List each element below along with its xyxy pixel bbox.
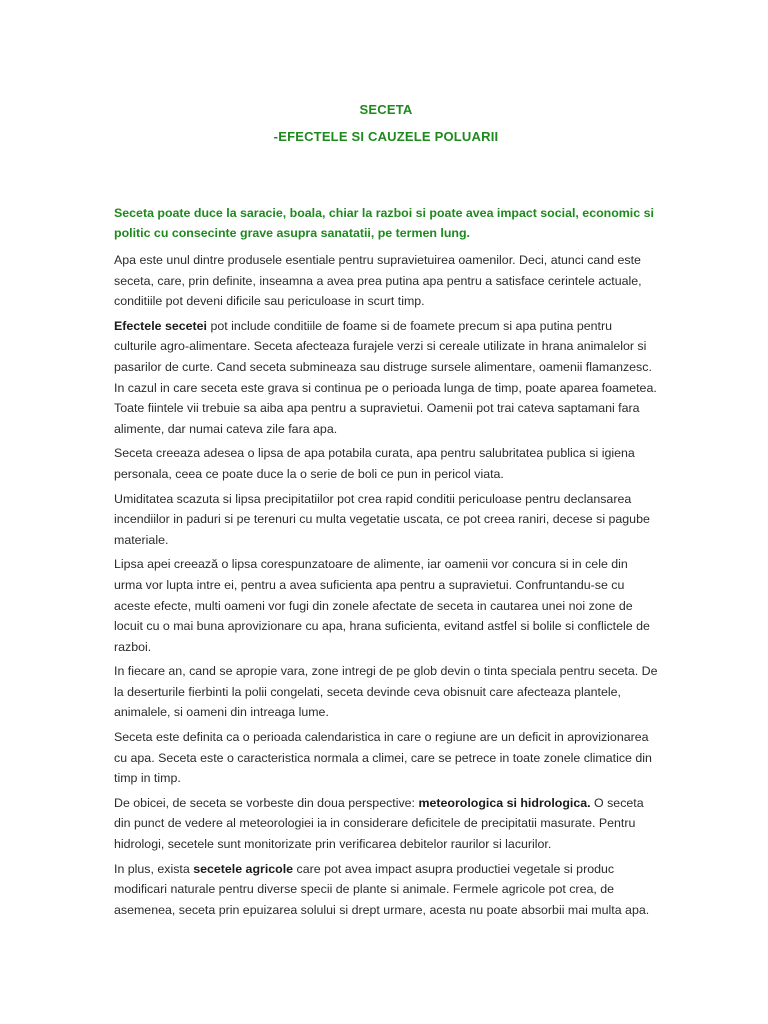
paragraph-drought-effects: [114, 316, 658, 440]
paragraph-text: care pot avea impact asupra productiei vegetale si produc modificari naturale pentru diverse specii de plante si animale. Fermele agricole pot crea, de asemenea, seceta prin epuizarea solului si drept urmare, acesta nu poate absorbii mai multa apa.: [114, 861, 650, 917]
paragraph-text: In fiecare an, cand se apropie vara, zone intregi de pe glob devin o tinta speciala pentru seceta. De la deserturile fierbinti la polii congelati, seceta devinde ceva obisnuit care afecteaza plantele, animalele, si oameni din intreaga lume.: [114, 664, 658, 720]
document-subtitle: -EFECTELE SI CAUZELE POLUARII: [273, 129, 499, 144]
paragraph-text: Umiditatea scazuta si lipsa precipitatiilor pot crea rapid conditii periculoase pentru declansarea incendiilor in paduri si pe terenuri cu multa vegetatie uscata, ce pot creea raniri, decese si pagube materiale.: [114, 491, 650, 547]
paragraph-text: pot include conditiile de foame si de foamete precum si apa putina pentru culturile agro-alimentare. Seceta afecteaza furajele verzi si cereale utilizate in hrana animalelor si pasarilor de curte. Cand seceta submineaza sau distruge sursele alimentare, oamenii flamanzesc. In cazul in care seceta este grava si continua pe o perioada lunga de timp, poate aparea foametea. Toate fiintele vii trebuie sa aiba apa pentru a supravietui. Oamenii pot trai cateva saptamani fara alimente, dar numai cateva zile fara apa.: [114, 318, 657, 436]
paragraph-food-conflict: [114, 554, 658, 657]
paragraph-perspectives: [114, 793, 658, 855]
paragraph-definition: [114, 727, 658, 789]
paragraph-text: Lipsa apei creează o lipsa corespunzatoare de alimente, iar oamenii vor concura si in cele din urma vor lupta intre ei, pentru a avea suficienta apa pentru a supravietui. Confruntandu-se cu aceste efecte, multi oameni vor fugi din zonele afectate de seceta in cautarea unei noi zone de locuit cu o mai buna aprovizionare cu apa, hrana suficienta, evitand astfel si bolile si conflictele de razboi.: [114, 557, 650, 654]
paragraph-text: De obicei, de seceta se vorbeste din doua perspective:: [114, 795, 419, 810]
paragraph-text: O seceta din punct de vedere al meteorologiei ia in considerare deficitele de precipitatii masurate. Pentru hidrologi, secetele sunt monitorizate prin verificarea debitelor raurilor si lacurilor.: [114, 795, 644, 852]
paragraph-summer: [114, 661, 658, 723]
paragraph-text: In plus, exista: [114, 861, 194, 876]
paragraph-text: Seceta este definita ca o perioada calendaristica in care o regiune are un deficit in aprovizionarea cu apa. Seceta este o caracteristica normala a climei, care se petrece in toate zonele climatice din timp in timp.: [114, 730, 652, 786]
paragraph-water-essential: [114, 250, 658, 312]
intro-paragraph: Seceta poate duce la saracie, boala, chiar la razboi si poate avea impact social, economic si politic cu consecinte grave asupra sanatatii, pe termen lung.: [114, 206, 654, 240]
paragraph-fires: [114, 489, 658, 551]
paragraph-drinking-water: [114, 443, 658, 484]
paragraph-bold-term: secetele agricole: [193, 861, 294, 876]
paragraph-bold-term: meteorologica si hidrologica.: [418, 795, 591, 810]
paragraph-bold-term: Efectele secetei: [114, 318, 207, 333]
paragraph-agricultural: [114, 859, 658, 921]
paragraph-text: Seceta creeaza adesea o lipsa de apa potabila curata, apa pentru salubritatea publica si igiena personala, ceea ce poate duce la o serie de boli ce pun in pericol viata.: [114, 446, 635, 481]
document-title: SECETA: [359, 102, 413, 117]
paragraph-text: Apa este unul dintre produsele esentiale pentru supravietuirea oamenilor. Deci, atunci cand este seceta, care, prin definite, inseamna a avea prea putina apa pentru a satisface cerintele actuale, conditiile pot deveni dificile sau periculoase in scurt timp.: [114, 253, 642, 309]
